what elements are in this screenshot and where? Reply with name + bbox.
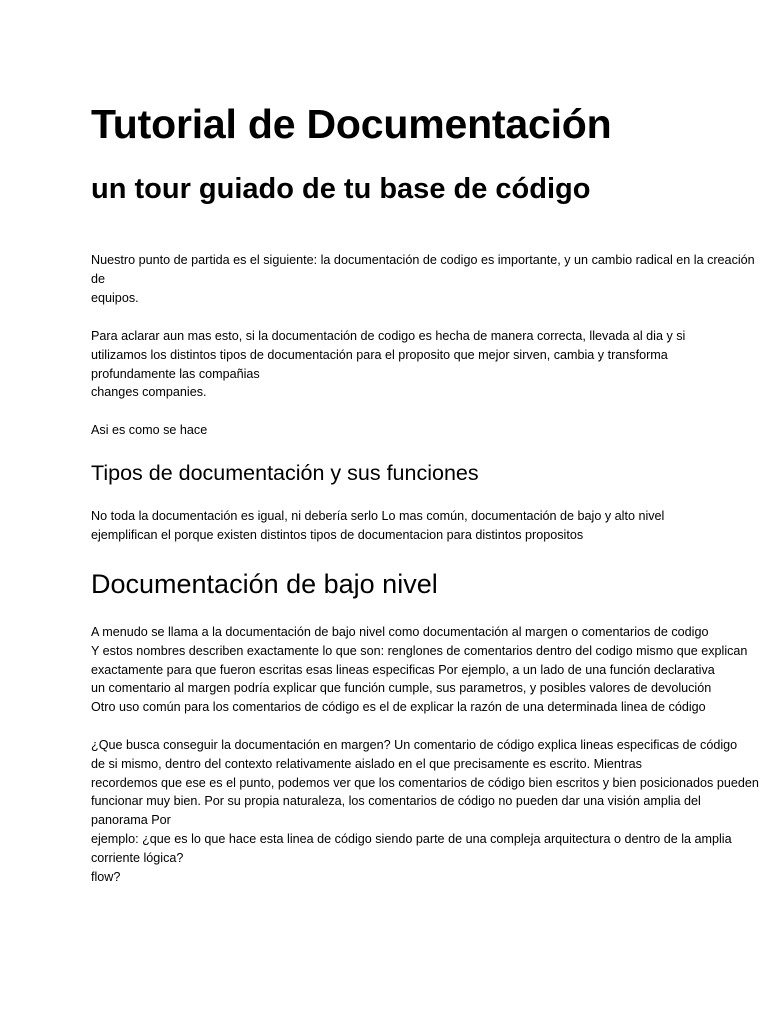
text-line: de si mismo, dentro del contexto relativamente aislado en el que precisamente es escrito. Mientras: [91, 756, 642, 771]
text-line: Para aclarar aun mas esto, si la documentación de codigo es hecha de manera correcta, llevada al dia y si: [91, 329, 686, 343]
text-line: changes companies.: [91, 385, 207, 400]
text-line: Asi es como se hace: [91, 423, 208, 437]
intro-paragraph-2: [91, 327, 685, 402]
section-heading-low-level: Documentación de bajo nivel: [91, 569, 438, 599]
text-line: ejemplo: ¿que es lo que hace esta linea de código siendo parte de una compleja arquitectura o dentro de la amplia: [91, 831, 732, 846]
intro-paragraph-3: [91, 421, 207, 440]
text-line: un comentario al margen podría explicar que función cumple, sus parametros, y posibles valores de devolución: [91, 681, 712, 696]
text-line: profundamente las compañias: [91, 366, 260, 381]
text-line: panorama Por: [91, 813, 171, 828]
text-line: exactamente para que fueron escritas esas lineas especificas Por ejemplo, a un lado de una función declarativa: [91, 662, 715, 677]
text-line: utilizamos los distintos tipos de documentación para el proposito que mejor sirven, cambia y transforma: [91, 347, 668, 362]
low-level-paragraph-1: [91, 623, 747, 717]
document-title: Tutorial de Documentación: [91, 101, 612, 147]
text-line: Nuestro punto de partida es el siguiente: la documentación de codigo es importante, y un cambio radical en la creación: [91, 253, 755, 267]
text-line: corriente lógica?: [91, 850, 184, 865]
text-line: No toda la documentación es igual, ni debería serlo Lo mas común, documentación de bajo y alto nivel: [91, 509, 665, 523]
text-line: ¿Que busca conseguir la documentación en margen? Un comentario de código explica lineas especificas de código: [91, 738, 738, 752]
document-subtitle: un tour guiado de tu base de código: [91, 173, 591, 205]
text-line: A menudo se llama a la documentación de bajo nivel como documentación al margen o comentarios de codigo: [91, 625, 709, 639]
text-line: flow?: [91, 869, 121, 884]
text-line: equipos.: [91, 290, 139, 305]
text-line: recordemos que ese es el punto, podemos ver que los comentarios de código bien escritos y bien posicionados pueden: [91, 775, 759, 790]
text-line: Y estos nombres describen exactamente lo que son: renglones de comentarios dentro del codigo mismo que explican: [91, 643, 748, 658]
text-line: funcionar muy bien. Por su propia naturaleza, los comentarios de código no pueden dar una visión amplia del: [91, 794, 701, 809]
text-line: de: [91, 271, 106, 286]
text-line: Otro uso común para los comentarios de código es el de explicar la razón de una determinada linea de código: [91, 700, 706, 715]
low-level-paragraph-2: [91, 736, 759, 886]
intro-paragraph-1: [91, 251, 755, 307]
text-line: ejemplifican el porque existen distintos tipos de documentacion para distintos propositos: [91, 527, 584, 542]
types-paragraph-1: [91, 507, 664, 545]
section-heading-types: Tipos de documentación y sus funciones: [91, 461, 479, 485]
